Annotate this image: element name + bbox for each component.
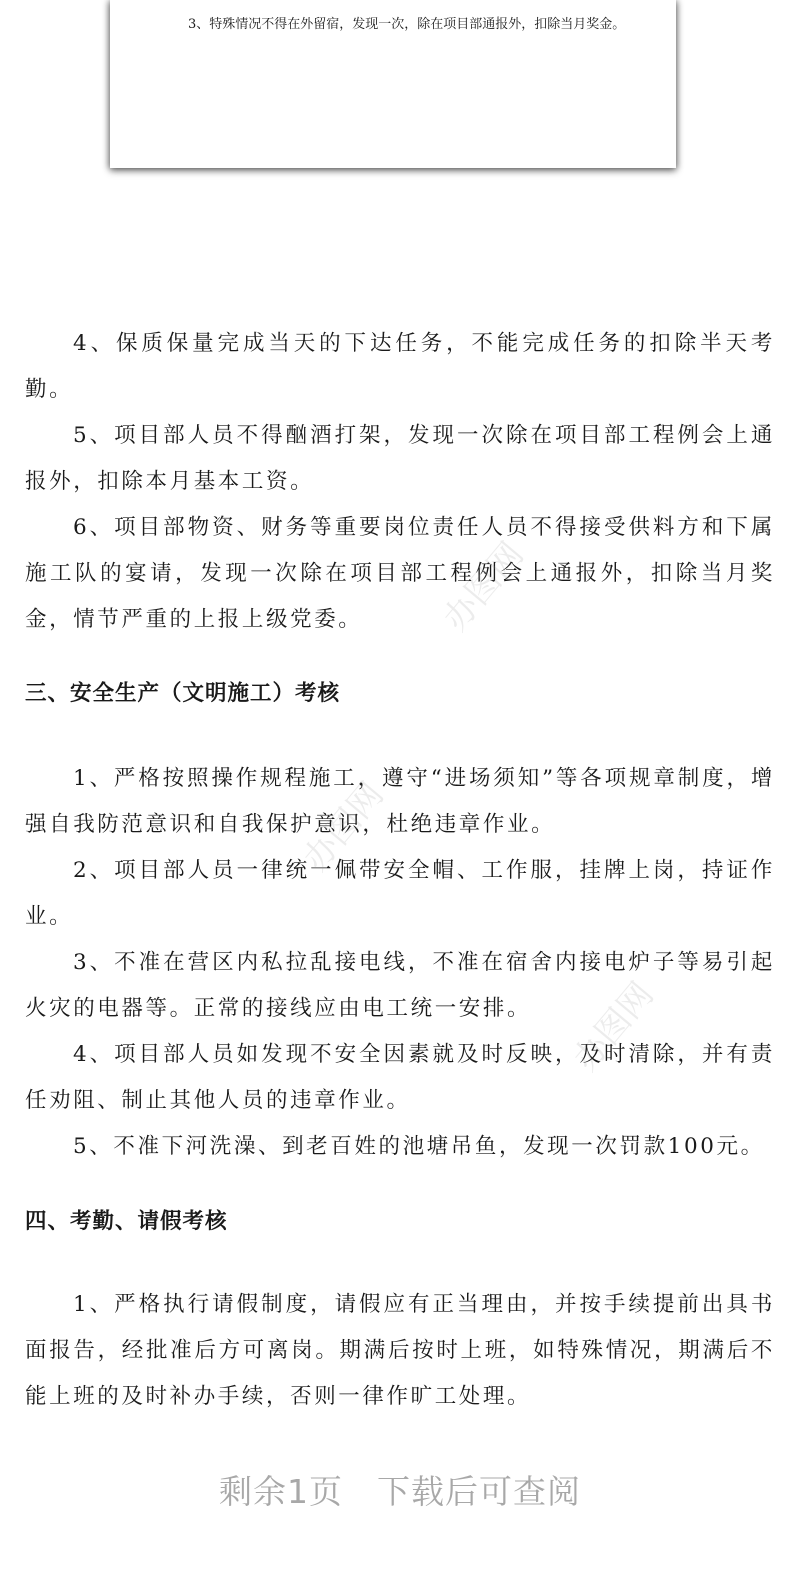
safety-item-1: 1、严格按照操作规程施工，遵守“进场须知”等各项规章制度，增强自我防范意识和自我保护意识，杜绝违章作业。 [25, 766, 775, 837]
safety-item-4: 4、项目部人员如发现不安全因素就及时反映，及时清除，并有责任劝阻、制止其他人员的违章作业。 [25, 1042, 775, 1113]
safety-item-2: 2、项目部人员一律统一佩带安全帽、工作服，挂牌上岗，持证作业。 [25, 858, 775, 929]
paragraph-item-5: 5、项目部人员不得酗酒打架，发现一次除在项目部工程例会上通报外，扣除本月基本工资。 [25, 423, 775, 494]
paragraph-item-4: 4、保质保量完成当天的下达任务，不能完成任务的扣除半天考勤。 [25, 331, 775, 402]
watermark-logo: 办图网 [565, 974, 662, 1079]
safety-item-3: 3、不准在营区内私拉乱接电线，不准在宿舍内接电炉子等易引起火灾的电器等。正常的接线应由电工统一安排。 [25, 950, 775, 1021]
download-to-read-more-button[interactable]: 剩余1页 下载后可查阅 [219, 1472, 581, 1511]
section-heading-safety: 三、安全生产（文明施工）考核 [25, 681, 341, 706]
document-page-preview [110, 0, 676, 168]
section-heading-attendance: 四、考勤、请假考核 [25, 1209, 228, 1234]
safety-item-5: 5、不准下河洗澡、到老百姓的池塘吊鱼，发现一次罚款100元。 [73, 1134, 765, 1159]
attendance-item-1: 1、严格执行请假制度，请假应有正当理由，并按手续提前出具书面报告，经批准后方可离岗。期满后按时上班，如特殊情况，期满后不能上班的及时补办手续，否则一律作旷工处理。 [25, 1292, 775, 1409]
watermark-logo: 办图网 [295, 774, 392, 879]
card-paragraph: 3、特殊情况不得在外留宿，发现一次，除在项目部通报外，扣除当月奖金。 [188, 17, 626, 32]
paragraph-item-6: 6、项目部物资、财务等重要岗位责任人员不得接受供料方和下属施工队的宴请，发现一次除在项目部工程例会上通报外，扣除当月奖金，情节严重的上报上级党委。 [25, 515, 775, 632]
watermark-logo: 办图网 [435, 534, 532, 639]
